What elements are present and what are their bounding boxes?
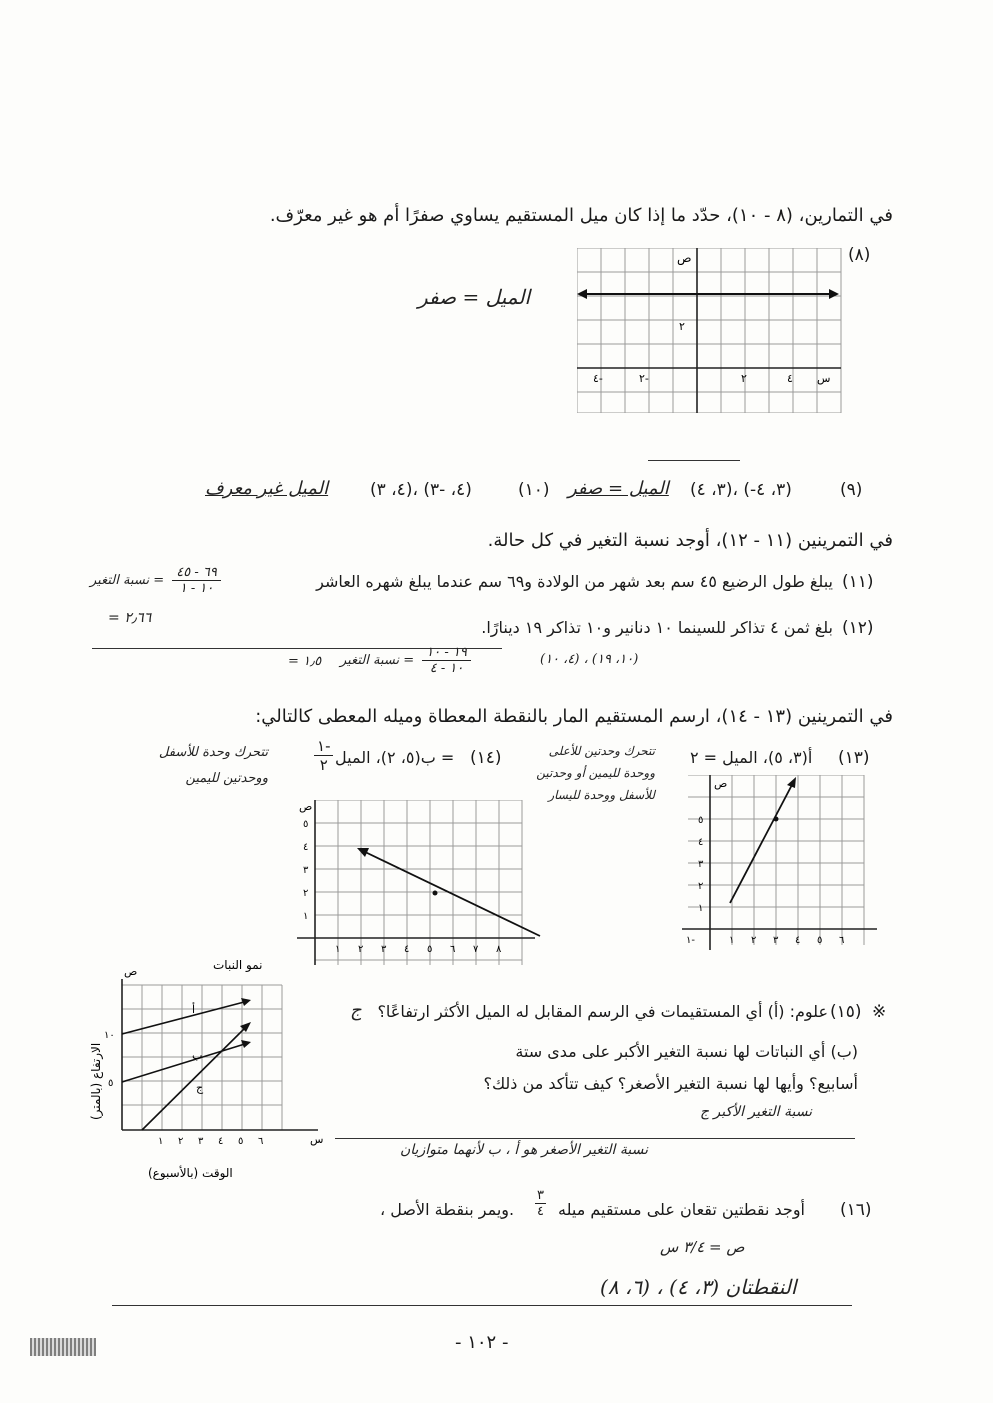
ex12-text: بلغ ثمن ٤ تذاكر للسينما ١٠ دنانير و١٠ تذاكر ١٩ دينارًا. xyxy=(481,618,833,637)
ex15-y-label: الارتفاع (بالمتر) xyxy=(89,1042,103,1120)
intro-13-14: في التمرينين (١٣ - ١٤)، ارسم المستقيم المار بالنقطة المعطاة وميله المعطى كالتالي: xyxy=(255,706,893,727)
ex15-part-a: علوم: (أ) أي المستقيمات في الرسم المقابل له الميل الأكثر ارتفاعًا؟ xyxy=(377,1002,828,1021)
ex13-x-tick-2: ١ xyxy=(729,935,735,946)
ex13-x-tick-5: ٤ xyxy=(795,935,801,946)
ex15-line-c xyxy=(142,1025,248,1130)
ex16-equation: ص = ٣/٤ س xyxy=(660,1238,745,1256)
ex13-x-tick-3: ٢ xyxy=(751,935,757,946)
ex14-note: تتحرك وحدة للأسفل ووحدتين لليمين xyxy=(158,745,268,786)
ex8-number: (٨) xyxy=(848,245,871,265)
ex12-result: = ١٫٥ xyxy=(288,654,322,669)
ex14-x-tick-2: ٢ xyxy=(358,944,364,955)
ex14-x-tick-8: ٨ xyxy=(496,944,502,955)
ex14-y-tick-1: ١ xyxy=(303,911,309,922)
ex14-x-tick-4: ٤ xyxy=(404,944,410,955)
ex14-y-tick-4: ٤ xyxy=(303,842,309,853)
ex15-x-tick-1: ١ xyxy=(158,1136,164,1147)
ex15-x-tick-4: ٤ xyxy=(218,1136,224,1147)
ex8-y-label: ص xyxy=(677,251,692,265)
ex11-text: يبلغ طول الرضيع ٤٥ سم بعد شهر من الولادة و٦٩ سم عندما يبلغ شهره العاشر xyxy=(316,572,833,591)
ex15-part-b-line2: أسابيع؟ وأيها لها نسبة التغير الأصغر؟ كيف تتأكد من ذلك؟ xyxy=(483,1074,858,1093)
ex12-denominator: ١٠ - ٤ xyxy=(429,661,464,676)
ex15-x-tick-6: ٦ xyxy=(258,1136,264,1147)
ex14-graph xyxy=(295,800,545,970)
ex13-graph xyxy=(682,775,882,960)
ex11-number: (١١) xyxy=(842,572,874,592)
ex11-result: = ٢٫٦٦ xyxy=(108,610,152,626)
ex15-answer-line2: نسبة التغير الأصغر هو أ ، ب لأنهما متوازيان xyxy=(400,1142,648,1158)
ex8-graph xyxy=(577,248,842,413)
ex14-slope-fraction xyxy=(314,737,333,774)
ex15-marker: ※ xyxy=(872,1002,887,1022)
ex11-answer-label: نسبة التغير = xyxy=(90,573,165,588)
ex15-part-a-answer: ج xyxy=(350,1000,362,1021)
ex15-line-b xyxy=(122,1043,248,1082)
ex15-x-tick-3: ٣ xyxy=(198,1136,204,1147)
ex11-denominator: ١٠ - ١ xyxy=(179,581,214,596)
ex8-y-tick: ٢ xyxy=(679,320,685,333)
ex14-x-tick-3: ٣ xyxy=(381,944,387,955)
ex13-x-tick-6: ٥ xyxy=(817,935,823,946)
ex13-number: (١٣) xyxy=(838,748,870,768)
ex14-drawn-line xyxy=(361,850,540,936)
ex16-slope xyxy=(535,1188,546,1219)
ex12-number: (١٢) xyxy=(842,618,874,638)
ex15-line-a xyxy=(122,1001,248,1034)
ex16-text-after: ، ويمر بنقطة الأصل. xyxy=(380,1200,515,1219)
ex15-x-tick-2: ٢ xyxy=(178,1136,184,1147)
ex15-label-a: أ xyxy=(192,1003,196,1016)
ex13-note: تتحرك وحدتين للأعلى ووحدة لليمين أو وحدتين للأسفل ووحدة لليسار xyxy=(536,744,655,802)
ex14-slope-num: ١- xyxy=(314,737,333,756)
ex15-y-axis-label: ص xyxy=(124,965,138,978)
divider xyxy=(648,460,740,461)
ex9-number: (٩) xyxy=(840,480,863,500)
ex13-y-tick-5: ٥ xyxy=(698,815,704,826)
ex15-part-b-line1: (ب) أي النباتات لها نسبة التغير الأكبر على مدى ستة xyxy=(515,1042,858,1061)
ex15-y-tick-10: ١٠ xyxy=(104,1030,115,1041)
ex14-text: ب(٥، ٢)، الميل = xyxy=(335,748,455,767)
ex13-x-tick-1: ١- xyxy=(686,935,695,946)
ex9-points: (٣، ٤)، (-٣، ٤) xyxy=(690,480,792,500)
ex13-point xyxy=(774,817,779,822)
ex13-y-tick-4: ٤ xyxy=(698,837,704,848)
ex14-x-tick-7: ٧ xyxy=(473,944,479,955)
ex13-x-tick-7: ٦ xyxy=(839,935,845,946)
ex15-label-c: ج xyxy=(196,1081,204,1094)
ex16-answer-rule xyxy=(112,1305,852,1306)
ex14-number: (١٤) xyxy=(470,748,502,768)
ex10-points: (٤، ٣)، (٤، -٣) xyxy=(370,480,472,500)
ex10-answer: الميل غير معرف xyxy=(205,478,329,499)
ex16-frac-num: ٣ xyxy=(537,1188,544,1203)
ex13-y-tick-3: ٣ xyxy=(698,859,704,870)
ex15-graph-title: نمو النبات xyxy=(213,958,263,972)
ex13-y-tick-2: ٢ xyxy=(698,881,704,892)
ex12-fraction xyxy=(340,645,471,676)
ex8-x-tick-3: ٢ xyxy=(741,372,747,385)
ex16-answer: النقطتان (٣، ٤) ، (٦، ٨) xyxy=(600,1275,797,1299)
ex14-x-tick-1: ١ xyxy=(335,944,341,955)
ex12-numerator: ١٩ - ١٠ xyxy=(422,645,471,661)
ex15-label-b: ب xyxy=(192,1049,203,1062)
ex14-x-tick-6: ٦ xyxy=(450,944,456,955)
ex15-x-axis-label: س xyxy=(310,1133,324,1146)
ex13-text: أ(٣، ٥)، الميل = ٢ xyxy=(690,748,813,767)
page-number: - ١٠٢ - xyxy=(455,1332,509,1353)
ex13-x-tick-4: ٣ xyxy=(773,935,779,946)
ex15-number: (١٥) xyxy=(830,1002,862,1022)
ex16-number: (١٦) xyxy=(840,1200,872,1220)
ex11-numerator: ٦٩ - ٤٥ xyxy=(172,565,221,581)
ex15-y-tick-5: ٥ xyxy=(108,1078,114,1089)
ex15-answer-rule xyxy=(335,1138,855,1139)
ex15-x-label: الوقت (بالأسبوع) xyxy=(148,1166,233,1180)
ex8-x-tick-4: ٤ xyxy=(787,372,793,385)
scan-stamp xyxy=(30,1338,96,1356)
ex13-y-label: ص xyxy=(714,777,728,790)
ex14-slope-den: ٢ xyxy=(319,756,328,774)
ex12-points: (٤، ١٠) ، (١٠، ١٩) xyxy=(540,652,639,667)
ex14-point xyxy=(433,891,438,896)
ex14-y-tick-3: ٣ xyxy=(303,865,309,876)
ex8-x-tick-5: س xyxy=(817,372,831,385)
ex16-frac-den: ٤ xyxy=(537,1204,544,1219)
ex16-text-before: أوجد نقطتين تقعان على مستقيم ميله xyxy=(558,1200,805,1219)
intro-11-12: في التمرينين (١١ - ١٢)، أوجد نسبة التغير في كل حالة. xyxy=(487,530,893,551)
ex8-x-tick-1: ٤- xyxy=(593,372,603,385)
ex14-y-tick-5: ٥ xyxy=(303,819,309,830)
ex14-y-tick-2: ٢ xyxy=(303,888,309,899)
intro-8-10: في التمارين، (٨ - ١٠)، حدّد ما إذا كان ميل المستقيم يساوي صفرًا أم هو غير معرّف. xyxy=(269,205,893,226)
ex11-fraction xyxy=(90,565,221,596)
ex15-x-tick-5: ٥ xyxy=(238,1136,244,1147)
ex14-y-label: ص xyxy=(299,800,313,813)
ex12-answer-label: نسبة التغير = xyxy=(340,653,415,668)
ex9-answer: الميل = صفر xyxy=(568,478,669,499)
ex8-x-tick-2: ٢- xyxy=(639,372,649,385)
ex15-graph xyxy=(88,955,328,1190)
ex14-x-tick-5: ٥ xyxy=(427,944,433,955)
ex13-y-tick-1: ١ xyxy=(698,903,704,914)
ex15-answer-line1: نسبة التغير الأكبر ج xyxy=(700,1104,813,1120)
ex8-answer: الميل = صفر xyxy=(418,285,531,309)
ex10-number: (١٠) xyxy=(518,480,550,500)
